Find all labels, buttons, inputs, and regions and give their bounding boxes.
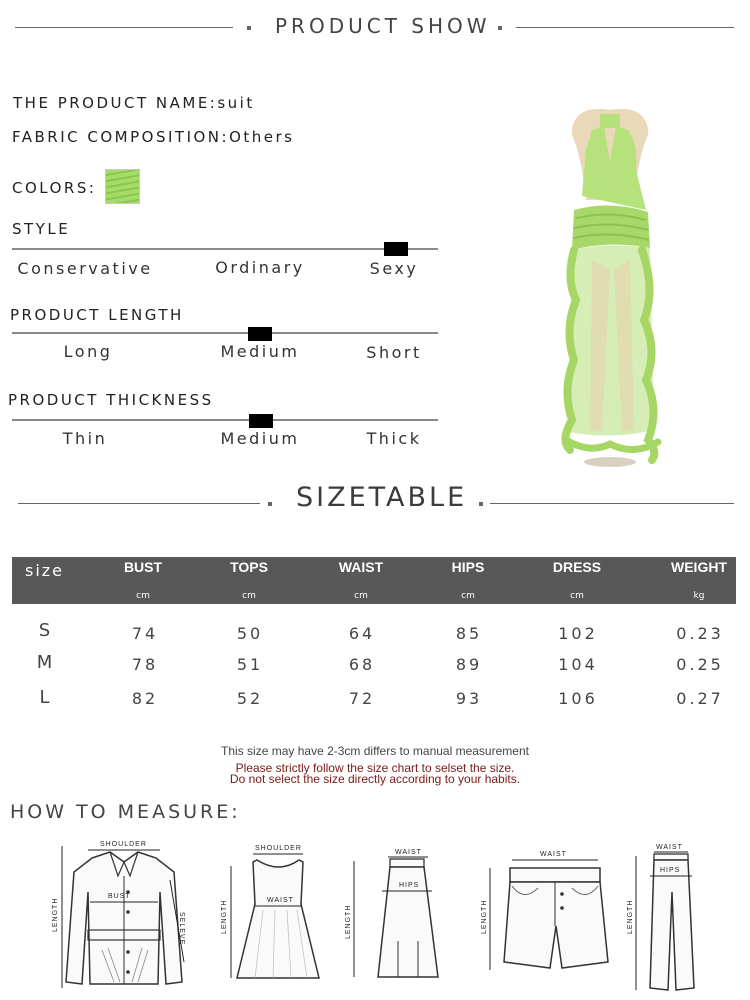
fabric-label: FABRIC COMPOSITION: [12,128,230,146]
jacket-bust-label: BUST [108,893,131,900]
row-l-size: L [39,687,53,708]
col-weight-header: WEIGHT [671,559,727,575]
row-m-waist: 68 [348,655,376,674]
skirt-waist-label: WAIST [395,849,422,856]
col-waist-unit: cm [354,591,368,601]
style-scale-line [12,248,438,250]
row-l-waist: 72 [348,689,376,708]
row-s-dress: 102 [558,624,598,643]
thickness-marker [249,414,273,428]
color-swatch[interactable] [105,169,140,204]
header-left-rule [15,27,233,28]
sizetable-right-dot [479,502,483,506]
pants-waist-label: WAIST [656,844,683,851]
row-l-dress: 106 [558,689,598,708]
dress-shoulder-label: SHOULDER [255,845,302,852]
style-title: STYLE [12,220,71,238]
style-option-conservative: Conservative [17,259,153,278]
length-option-medium: Medium [220,342,300,361]
row-s-size: S [38,620,54,641]
style-marker [384,242,408,256]
shorts-diagram [476,846,616,976]
style-option-ordinary: Ordinary [215,258,305,277]
row-l-bust: 82 [131,689,159,708]
row-s-hips: 85 [455,624,483,643]
measure-title: HOW TO MEASURE: [10,801,241,823]
skirt-diagram [342,845,442,985]
col-hips-unit: cm [461,591,475,601]
skirt-length-label: LENGTH [345,904,352,939]
jacket-length-label: LENGTH [52,897,59,932]
row-s-weight: 0.23 [676,624,724,643]
product-name-value: suit [217,94,255,112]
fabric-row [12,128,294,146]
col-bust-unit: cm [136,591,150,601]
shorts-waist-label: WAIST [540,851,567,858]
row-m-hips: 89 [455,655,483,674]
sizetable-title: SIZETABLE [296,482,468,513]
row-s-waist: 64 [348,624,376,643]
thickness-title: PRODUCT THICKNESS [8,391,214,409]
jacket-sleeve-label: SELEVE [178,912,185,946]
row-l-weight: 0.27 [676,689,724,708]
col-tops-unit: cm [242,591,256,601]
row-s-tops: 50 [236,624,264,643]
dress-waist-label: WAIST [267,897,294,904]
col-weight-unit: kg [693,591,705,601]
length-title: PRODUCT LENGTH [10,306,184,324]
fabric-value: Others [229,128,295,146]
page-title: PRODUCT SHOW [275,14,491,38]
product-name-row [13,94,255,112]
col-bust-header: BUST [123,559,163,575]
row-m-dress: 104 [558,655,598,674]
sizetable-right-rule [490,503,734,504]
dress-diagram [215,840,330,985]
jacket-shoulder-label: SHOULDER [100,841,147,848]
pants-diagram [622,840,702,995]
jacket-diagram [48,832,198,997]
col-dress-header: DRESS [552,559,602,575]
colors-label: COLORS: [12,179,97,197]
length-option-long: Long [63,342,113,361]
pants-hips-label: HIPS [660,867,681,874]
col-hips-header: HIPS [451,559,485,575]
length-marker [248,327,272,341]
product-photo [530,100,690,470]
row-l-hips: 93 [455,689,483,708]
length-option-short: Short [366,343,422,362]
col-waist-header: WAIST [338,559,384,575]
col-dress-unit: cm [570,591,584,601]
thickness-option-thick: Thick [366,429,422,448]
thickness-option-medium: Medium [220,429,300,448]
thickness-scale-line [12,419,438,421]
note-follow-chart: Please strictly follow the size chart to selset the size. [235,761,515,775]
sizetable-left-dot [268,502,272,506]
row-m-tops: 51 [236,655,264,674]
header-right-rule [516,27,734,28]
row-l-tops: 52 [236,689,264,708]
style-option-sexy: Sexy [369,259,419,278]
row-m-weight: 0.25 [676,655,724,674]
product-name-label: THE PRODUCT NAME: [13,94,218,112]
row-m-size: M [36,652,56,673]
shorts-length-label: LENGTH [481,899,488,934]
header-right-dot [498,26,502,30]
sizetable-left-rule [18,503,260,504]
col-size-header: size [25,561,65,580]
note-habits: Do not select the size directly according to your habits. [229,772,521,786]
length-scale-line [12,332,438,334]
thickness-option-thin: Thin [62,429,108,448]
note-measurement: This size may have 2-3cm differs to manual measurement [221,744,529,758]
row-s-bust: 74 [131,624,159,643]
col-tops-header: TOPS [230,559,268,575]
pants-length-label: LENGTH [627,899,634,934]
skirt-hips-label: HIPS [399,882,420,889]
row-m-bust: 78 [131,655,159,674]
header-left-dot [247,26,251,30]
dress-length-label: LENGTH [221,899,228,934]
